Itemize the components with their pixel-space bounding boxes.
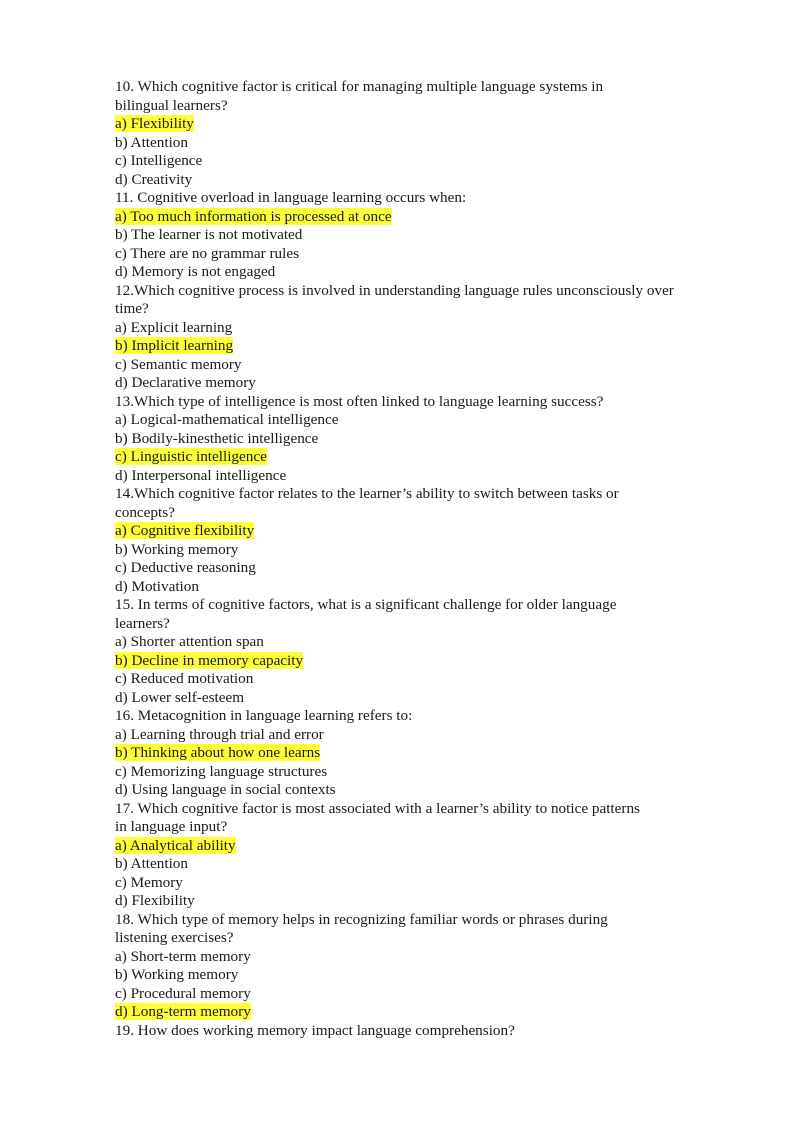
line-text: c) Memorizing language structures xyxy=(115,762,328,780)
answer-highlight: d) Long-term memory xyxy=(115,1003,251,1020)
line-text: 14.Which cognitive factor relates to the learner’s ability to switch between tasks or xyxy=(115,485,619,502)
document-text-line xyxy=(115,393,715,412)
line-text: 15. In terms of cognitive factors, what is a significant challenge for older language xyxy=(115,596,617,613)
line-text: d) Motivation xyxy=(115,577,199,595)
highlighted-answer-line xyxy=(115,115,715,134)
answer-highlight: b) Thinking about how one learns xyxy=(115,744,321,761)
document-text-line xyxy=(115,726,715,745)
document-text-line xyxy=(115,966,715,985)
line-text: c) Deductive reasoning xyxy=(115,559,256,576)
answer-highlight: c) Linguistic intelligence xyxy=(115,448,267,465)
highlighted-answer-line xyxy=(115,1003,715,1022)
line-text: c) Procedural memory xyxy=(115,984,251,1002)
line-text: d) Using language in social contexts xyxy=(115,781,336,798)
answer-highlight: b) Decline in memory capacity xyxy=(115,651,304,669)
line-text: 16. Metacognition in language learning refers to: xyxy=(115,707,413,724)
line-text: a) Short-term memory xyxy=(115,947,251,965)
highlighted-answer-line xyxy=(115,522,715,541)
highlighted-answer-line xyxy=(115,744,715,763)
line-text: c) There are no grammar rules xyxy=(115,244,299,262)
line-text: bilingual learners? xyxy=(115,96,228,114)
line-text: d) Interpersonal intelligence xyxy=(115,466,287,484)
line-text: a) Learning through trial and error xyxy=(115,725,324,743)
line-text: 13.Which type of intelligence is most often linked to language learning success? xyxy=(115,392,604,410)
line-text: c) Reduced motivation xyxy=(115,670,254,687)
line-text: a) Logical-mathematical intelligence xyxy=(115,411,339,428)
document-text-line xyxy=(115,633,715,652)
document-text-line xyxy=(115,596,715,615)
document-text-line xyxy=(115,929,715,948)
document-text-line xyxy=(115,152,715,171)
answer-highlight: a) Flexibility xyxy=(115,115,194,132)
document-text-line xyxy=(115,855,715,874)
line-text: in language input? xyxy=(115,818,228,835)
document-text-line xyxy=(115,226,715,245)
answer-highlight: b) Implicit learning xyxy=(115,337,234,354)
document-text-line xyxy=(115,467,715,486)
line-text: d) Creativity xyxy=(115,170,193,188)
line-text: c) Semantic memory xyxy=(115,355,242,373)
line-text: b) The learner is not motivated xyxy=(115,226,303,243)
document-body xyxy=(115,78,715,1040)
document-text-line xyxy=(115,707,715,726)
document-text-line xyxy=(115,245,715,264)
line-text: d) Memory is not engaged xyxy=(115,263,276,280)
highlighted-answer-line xyxy=(115,337,715,356)
document-text-line xyxy=(115,300,715,319)
line-text: 11. Cognitive overload in language learning occurs when: xyxy=(115,189,467,206)
line-text: c) Intelligence xyxy=(115,152,203,169)
document-text-line xyxy=(115,892,715,911)
document-text-line xyxy=(115,411,715,430)
document-text-line xyxy=(115,504,715,523)
document-text-line xyxy=(115,189,715,208)
line-text: a) Explicit learning xyxy=(115,318,233,336)
document-text-line xyxy=(115,263,715,282)
line-text: concepts? xyxy=(115,503,175,521)
document-text-line xyxy=(115,800,715,819)
document-text-line xyxy=(115,670,715,689)
highlighted-answer-line xyxy=(115,837,715,856)
document-text-line xyxy=(115,430,715,449)
document-text-line xyxy=(115,911,715,930)
line-text: b) Working memory xyxy=(115,966,239,983)
line-text: c) Memory xyxy=(115,873,183,891)
line-text: listening exercises? xyxy=(115,929,234,946)
document-text-line xyxy=(115,541,715,560)
answer-highlight: a) Too much information is processed at once xyxy=(115,207,392,225)
document-text-line xyxy=(115,356,715,375)
line-text: d) Lower self-esteem xyxy=(115,688,245,706)
document-text-line xyxy=(115,689,715,708)
line-text: b) Attention xyxy=(115,855,188,872)
line-text: d) Flexibility xyxy=(115,892,195,909)
document-text-line xyxy=(115,97,715,116)
line-text: learners? xyxy=(115,614,170,632)
line-text: b) Attention xyxy=(115,133,188,151)
line-text: d) Declarative memory xyxy=(115,374,256,391)
document-text-line xyxy=(115,948,715,967)
document-text-line xyxy=(115,78,715,97)
document-text-line xyxy=(115,578,715,597)
answer-highlight: a) Cognitive flexibility xyxy=(115,522,255,539)
line-text: 17. Which cognitive factor is most associated with a learner’s ability to notice patterns xyxy=(115,799,640,817)
document-text-line xyxy=(115,818,715,837)
document-text-line xyxy=(115,374,715,393)
document-text-line xyxy=(115,319,715,338)
line-text: 12.Which cognitive process is involved in understanding language rules unconsciously over xyxy=(115,281,674,299)
document-text-line xyxy=(115,763,715,782)
document-text-line xyxy=(115,1022,715,1041)
line-text: time? xyxy=(115,300,149,317)
document-text-line xyxy=(115,985,715,1004)
answer-highlight: a) Analytical ability xyxy=(115,836,236,854)
document-text-line xyxy=(115,485,715,504)
document-text-line xyxy=(115,559,715,578)
line-text: 18. Which type of memory helps in recognizing familiar words or phrases during xyxy=(115,910,608,928)
highlighted-answer-line xyxy=(115,208,715,227)
line-text: 19. How does working memory impact language comprehension? xyxy=(115,1021,515,1039)
document-text-line xyxy=(115,874,715,893)
line-text: b) Bodily-kinesthetic intelligence xyxy=(115,429,319,447)
document-text-line xyxy=(115,781,715,800)
document-text-line xyxy=(115,171,715,190)
line-text: b) Working memory xyxy=(115,540,239,558)
document-text-line xyxy=(115,615,715,634)
highlighted-answer-line xyxy=(115,448,715,467)
line-text: a) Shorter attention span xyxy=(115,633,264,650)
line-text: 10. Which cognitive factor is critical for managing multiple language systems in xyxy=(115,78,604,95)
highlighted-answer-line xyxy=(115,652,715,671)
document-text-line xyxy=(115,282,715,301)
document-text-line xyxy=(115,134,715,153)
